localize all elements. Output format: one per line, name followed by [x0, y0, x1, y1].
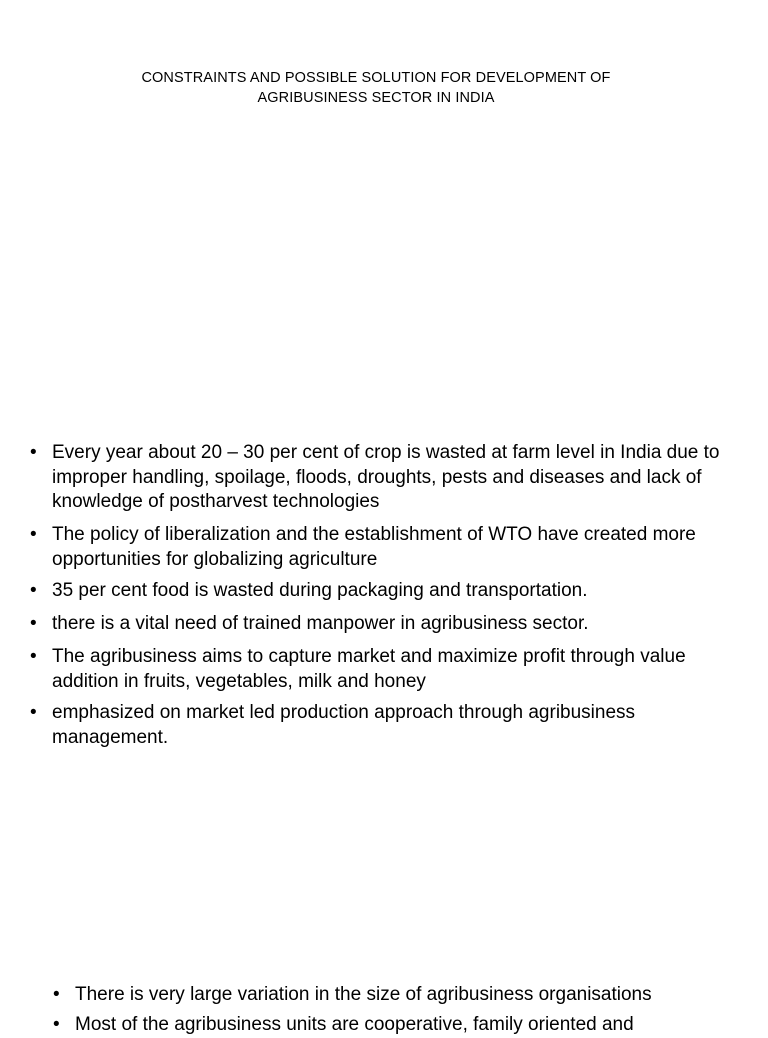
page-title [70, 68, 682, 108]
list-item-text: There is very large variation in the size of agribusiness organisations [75, 984, 652, 1005]
list-item [30, 612, 745, 637]
title-line-1: CONSTRAINTS AND POSSIBLE SOLUTION FOR DEVELOPMENT OF [141, 70, 611, 86]
bullet-dot: • [30, 702, 37, 723]
bullet-dot: • [30, 524, 37, 545]
list-item-text: The policy of liberalization and the establishment of WTO have created more opportunities for globalizing agriculture [52, 524, 696, 570]
list-item [30, 645, 745, 694]
bullet-dot: • [30, 646, 37, 667]
bullet-dot: • [53, 1014, 60, 1035]
bullet-dot: • [30, 613, 37, 634]
list-item-text: emphasized on market led production approach through agribusiness management. [52, 702, 636, 748]
title-line-2: AGRIBUSINESS SECTOR IN INDIA [257, 90, 495, 106]
list-item-text: there is a vital need of trained manpower in agribusiness sector. [52, 613, 589, 634]
list-item-text: 35 per cent food is wasted during packaging and transportation. [52, 580, 588, 601]
list-item-text: Every year about 20 – 30 per cent of crop is wasted at farm level in India due to improper handling, spoilage, floods, droughts, pests and diseases and lack of knowledge of postharvest technologies [52, 442, 720, 512]
list-item [53, 983, 753, 1008]
list-item [30, 579, 745, 604]
list-item [30, 701, 745, 750]
bullet-dot: • [53, 984, 60, 1005]
list-item [30, 441, 745, 515]
list-item-text: The agribusiness aims to capture market and maximize profit through value addition in fruits, vegetables, milk and honey [52, 646, 686, 692]
list-item [30, 523, 745, 572]
list-item-text: Most of the agribusiness units are cooperative, family oriented and [75, 1014, 634, 1035]
bullet-dot: • [30, 442, 37, 463]
bullet-dot: • [30, 580, 37, 601]
list-item [53, 1013, 753, 1038]
